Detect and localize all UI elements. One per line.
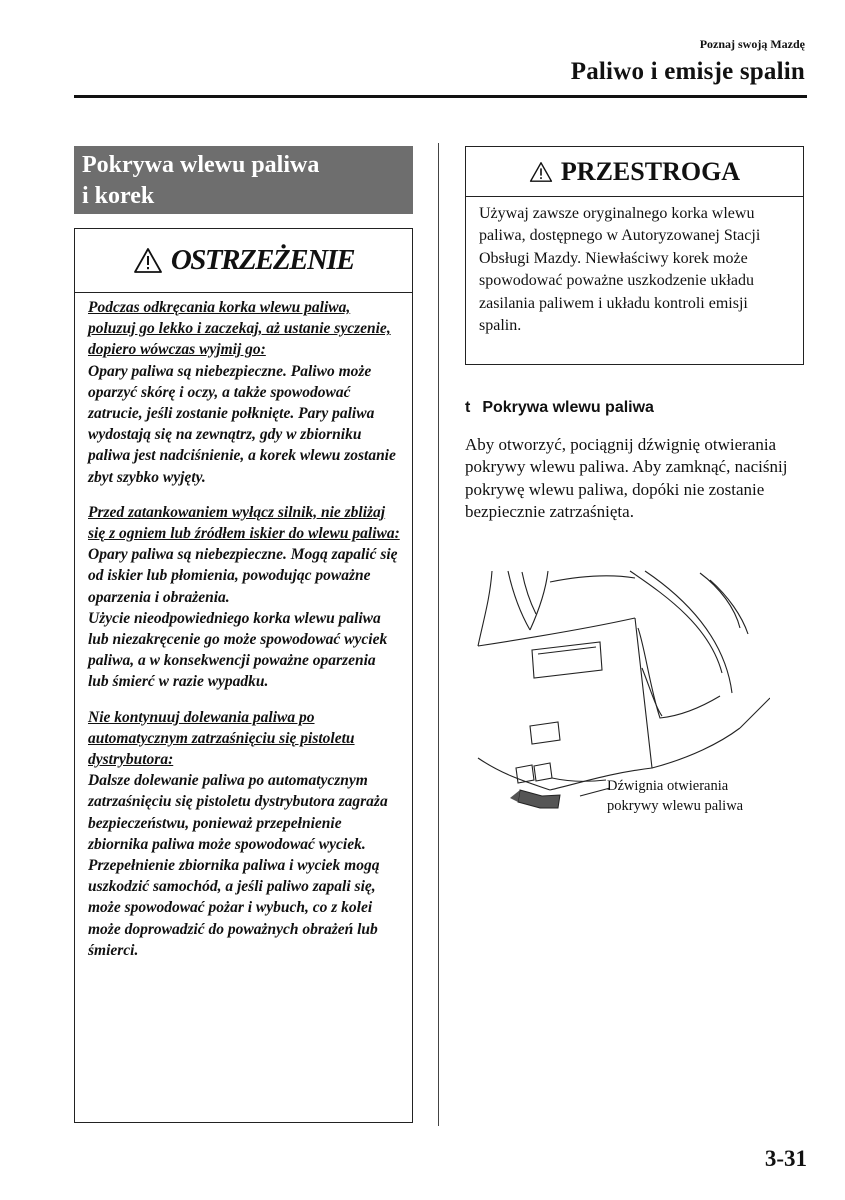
- warning-paragraph-3-body: Dalsze dolewanie paliwa po automatycznym zatrzaśnięciu się pistoletu dystrybutora zagraża bezpieczeństwu, ponieważ przepełnienie zbiornika paliwa może spowodować wyciek. Przepełnienie zbiornika paliwa i wyciek mogą uszkodzić samochód, a jeśli paliwo zapali się, może spowodować pożar i wybuch, co z kolei może doprowadzić do poważnych obrażeń lub śmierci.: [88, 772, 388, 959]
- warning-paragraph-1: [88, 297, 400, 488]
- chapter-name: Poznaj swoją Mazdę: [699, 37, 805, 51]
- subsection-body: Aby otworzyć, pociągnij dźwignię otwierania pokrywy wlewu paliwa. Aby zamknąć, naciśnij pokrywę wlewu paliwa, dopóki nie zostanie bezpiecznie zatrzaśnięta.: [465, 435, 788, 522]
- caution-body: Używaj zawsze oryginalnego korka wlewu paliwa, dostępnego w Autoryzowanej Stacji Obsługi Mazdy. Niewłaściwy korek może spowodować poważne uszkodzenie układu zasilania paliwem i układu kontroli emisji spalin.: [479, 205, 761, 335]
- warning-body: [75, 293, 412, 961]
- warning-paragraph-2-body-b: Użycie nieodpowiedniego korka wlewu paliwa lub niezakręcenie go może spowodować wyciek paliwa, a w konsekwencji poważne oparzenia lub śmierć w razie wypadku.: [88, 609, 388, 691]
- caution-header: [466, 147, 803, 197]
- header-divider: [74, 95, 807, 98]
- warning-box: [74, 228, 413, 1123]
- caution-label: PRZESTROGA: [560, 156, 741, 186]
- figure-label: [607, 776, 743, 816]
- warning-header: [75, 229, 412, 293]
- figure-label-line-1: Dźwignia otwierania: [607, 778, 729, 794]
- section-title-line-2: i korek: [82, 183, 155, 209]
- warning-paragraph-2-body-a: Opary paliwa są niebezpieczne. Mogą zapalić się od iskier lub płomienia, powodując poważne oparzenia i obrażenia.: [88, 546, 398, 606]
- caution-box: [465, 146, 804, 365]
- warning-paragraph-3-head: Nie kontynuuj dolewania paliwa po automatycznym zatrzaśnięciu się pistoletu dystrybutora:: [88, 708, 355, 769]
- warning-triangle-icon: [529, 161, 553, 183]
- column-divider: [438, 143, 439, 1126]
- figure-label-line-2: pokrywy wlewu paliwa: [607, 798, 744, 814]
- warning-paragraph-3: [88, 707, 400, 961]
- subsection-heading: [465, 399, 654, 417]
- warning-paragraph-2-head: Przed zatankowaniem wyłącz silnik, nie zbliżaj się z ogniem lub źródłem iskier do wlewu paliwa:: [88, 503, 400, 543]
- page-number: 3-31: [764, 1146, 807, 1171]
- subsection-title: Pokrywa wlewu paliwa: [482, 399, 654, 416]
- page-title: Paliwo i emisje spalin: [570, 58, 805, 85]
- warning-paragraph-1-body: Opary paliwa są niebezpieczne. Paliwo może oparzyć skórę i oczy, a także spowodować zatrucie, jeśli zostanie połknięte. Pary paliwa wydostają się na zewnątrz, gdy w zbiorniku paliwa jest nadciśnienie, a korek wlewu zostanie zbyt szybko wyjęty.: [88, 362, 396, 486]
- section-title-line-1: Pokrywa wlewu paliwa: [82, 152, 320, 178]
- subsection-bullet: t: [465, 399, 471, 416]
- section-title: [74, 146, 413, 214]
- warning-label: OSTRZEŻENIE: [170, 244, 355, 276]
- warning-paragraph-2: [88, 502, 400, 693]
- warning-triangle-icon: [133, 247, 163, 274]
- warning-paragraph-1-head: Podczas odkręcania korka wlewu paliwa, poluzuj go lekko i zaczekaj, aż ustanie syczenie, dopiero wówczas wyjmij go:: [88, 299, 391, 359]
